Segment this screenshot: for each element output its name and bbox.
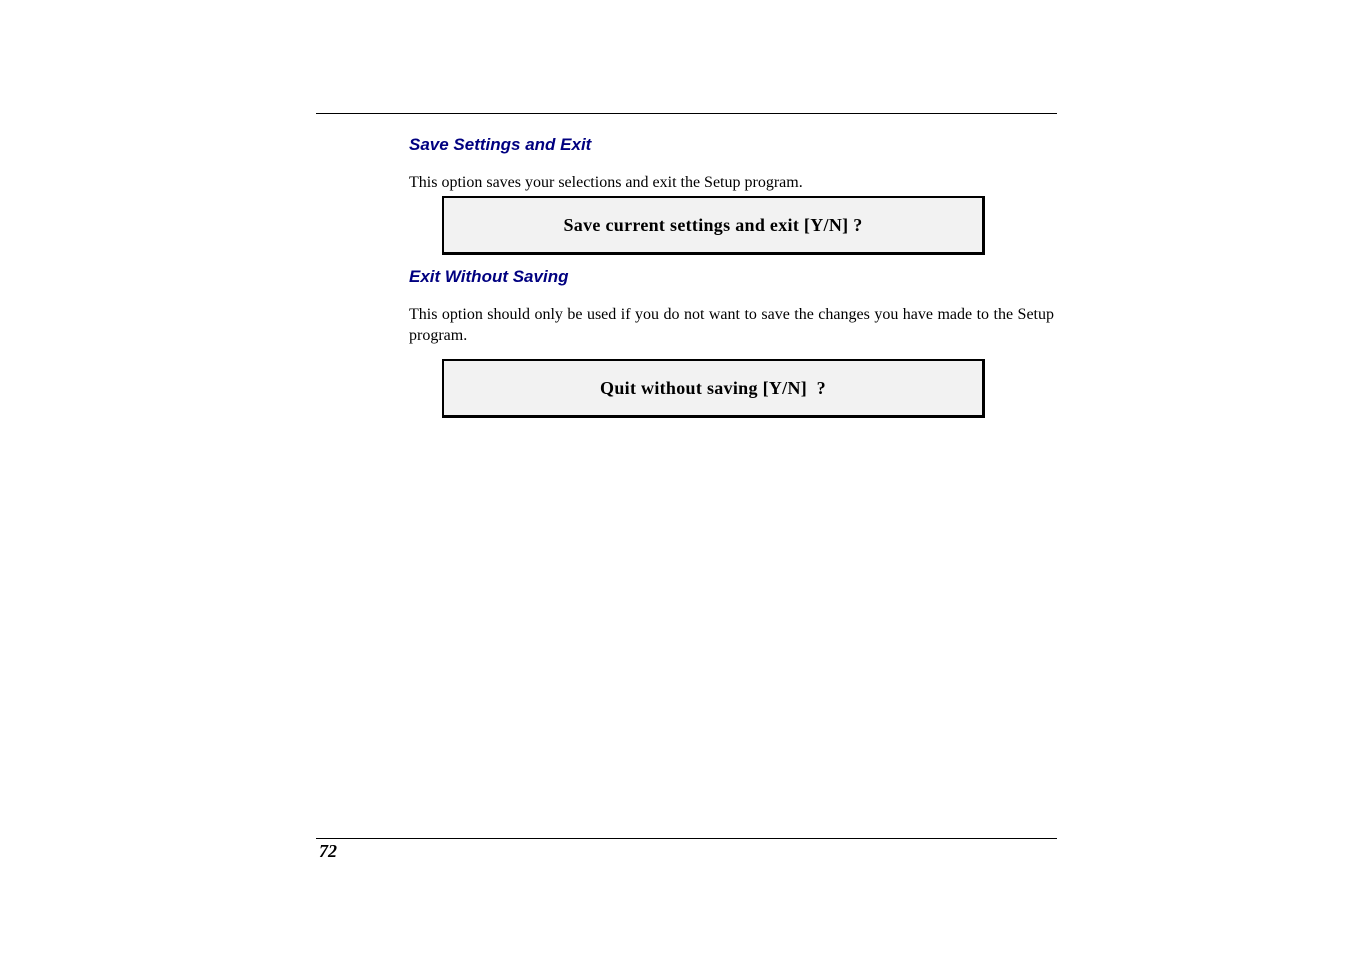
section-paragraph-exit-without-saving: This option should only be used if you do not want to save the changes you have made to the Setup program. xyxy=(409,306,1054,344)
prompt-box-quit-without-saving: Quit without saving [Y/N] ? xyxy=(442,359,985,418)
footer-rule xyxy=(316,838,1057,839)
section-heading-exit-without-saving: Exit Without Saving xyxy=(409,267,569,286)
section-paragraph-save-exit: This option saves your selections and exit the Setup program. xyxy=(409,174,803,191)
section-heading-save-exit: Save Settings and Exit xyxy=(409,135,592,154)
header-rule xyxy=(316,113,1057,114)
prompt-box-save-exit: Save current settings and exit [Y/N] ? xyxy=(442,196,985,255)
page-number: 72 xyxy=(319,841,337,861)
